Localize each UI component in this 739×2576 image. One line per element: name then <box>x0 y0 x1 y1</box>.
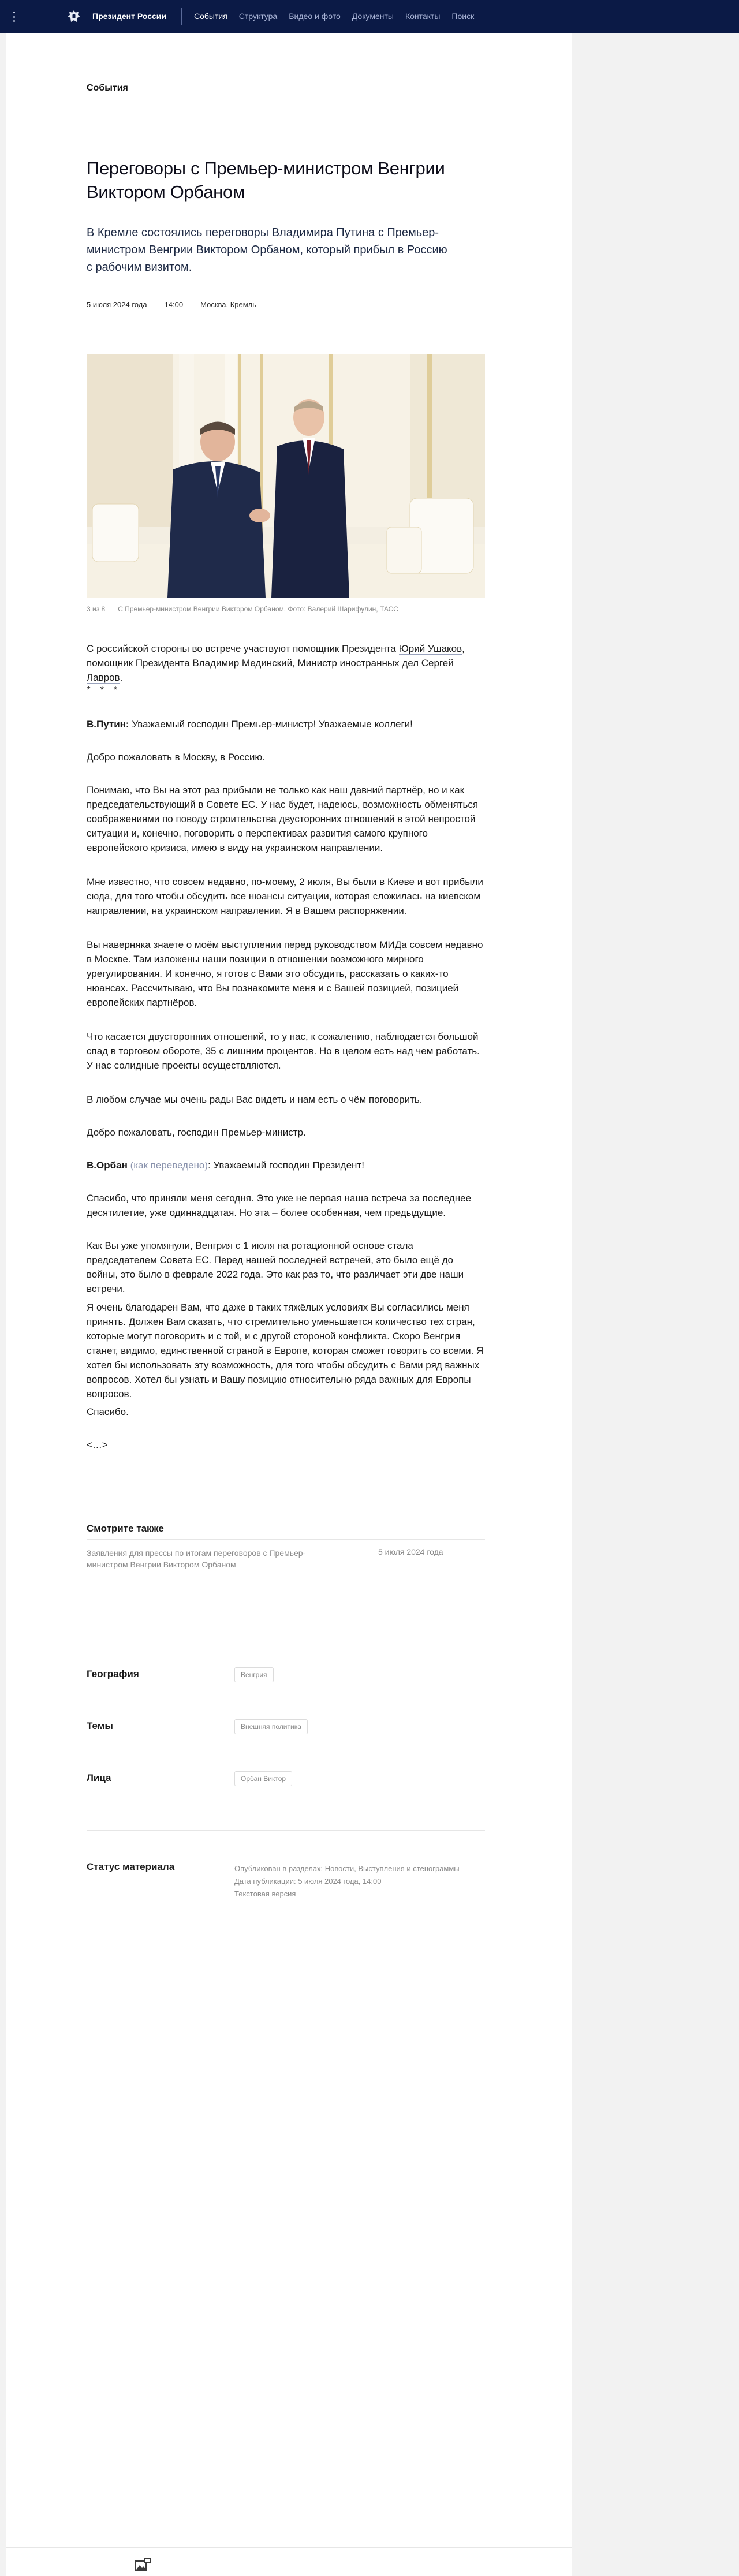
nav-item-structure[interactable]: Структура <box>238 12 278 21</box>
article-photo[interactable] <box>87 354 485 598</box>
footer-divider <box>6 2547 572 2548</box>
photo-caption <box>87 605 398 613</box>
see-also-date: 5 июля 2024 года <box>378 1547 443 1556</box>
nav-item-contacts[interactable]: Контакты <box>405 12 441 21</box>
divider <box>87 1830 485 1831</box>
text-fragment: Уважаемый господин Премьер-министр! Уважаемые коллеги! <box>129 719 413 730</box>
transcript-paragraph: В любом случае мы очень рады Вас видеть и нам есть о чём поговорить. <box>87 1094 423 1105</box>
transcript-paragraph: Спасибо, что приняли меня сегодня. Это уже не первая наша встреча за последнее десятилетие, уже одиннадцатая. Но эта – более особенная, чем предыдущие. <box>87 1193 472 1218</box>
nav-item-documents[interactable]: Документы <box>352 12 394 21</box>
article-date: 5 июля 2024 года <box>87 300 147 309</box>
person-link-ushakov[interactable]: Юрий Ушаков <box>398 643 462 654</box>
nav-item-search[interactable]: Поиск <box>451 12 475 21</box>
transcript-paragraph: Что касается двусторонних отношений, то у нас, к сожалению, наблюдается большой спад в торговом обороте, 35 с лишним процентов. Но в целом есть над чем работать. У нас солидные проекты осуществляются. <box>87 1031 480 1071</box>
article-meta <box>87 300 274 309</box>
text-fragment: Опубликован в разделах: <box>234 1864 325 1873</box>
article-lead: В Кремле состоялись переговоры Владимира Путина с Премьер-министром Венгрии Виктором Орбаном, который прибыл в Россию с рабочим визитом. <box>87 226 447 274</box>
section-link-events[interactable]: События <box>87 83 128 93</box>
text-fragment: . <box>120 672 123 683</box>
speaker-orban: В.Орбан <box>87 1160 128 1171</box>
main-column <box>6 33 572 2576</box>
transcript-paragraph <box>87 1158 485 1173</box>
photo-gallery-icon[interactable] <box>133 2556 152 2574</box>
transcript-paragraph: Добро пожаловать, господин Премьер-министр. <box>87 1127 306 1138</box>
status-sections-line <box>234 1862 460 1875</box>
text-fragment: , <box>354 1864 359 1873</box>
photo-caption-text: С Премьер-министром Венгрии Виктором Орбаном. Фото: Валерий Шарифулин, ТАСС <box>118 605 398 613</box>
translation-note: (как переведено) <box>127 1160 208 1171</box>
see-also-title: Смотрите также <box>87 1523 164 1534</box>
text-fragment: , Министр иностранных дел <box>292 658 421 669</box>
transcript-paragraph: Как Вы уже упомянули, Венгрия с 1 июля на ротационной основе стала председателем Совета ЕС. Перед нашей последней встречей, это было ещё до войны, это было в феврале 2022 года. Это как раз то, что различает эти две наши встречи. <box>87 1240 464 1294</box>
main-nav <box>194 12 474 21</box>
tag-geography[interactable]: Венгрия <box>234 1667 274 1682</box>
nav-item-events[interactable]: События <box>194 12 227 21</box>
persons-label: Лица <box>87 1772 111 1783</box>
separator-stars: * * * <box>87 684 121 695</box>
text-fragment: С российской стороны во встрече участвуют помощник Президента <box>87 643 399 654</box>
text-fragment: : Уважаемый господин Президент! <box>208 1160 364 1171</box>
menu-icon[interactable] <box>12 12 16 22</box>
article-place: Москва, Кремль <box>200 300 257 309</box>
transcript-paragraph: Понимаю, что Вы на этот раз прибыли не только как наш давний партнёр, но и как председательствующий в Совете ЕС. У нас будет, надеюсь, возможность обменяться соображениями по поводу строительства двусторонних отношений в этой непростой ситуации и, конечно, поговорить о перспективах развития самого крупного европейского кризиса, имею в виду на украинском направлении. <box>87 785 479 853</box>
text-fragment: , помощник Президента <box>87 643 465 669</box>
transcript-paragraph: Спасибо. <box>87 1406 129 1417</box>
top-navigation-bar <box>0 0 739 33</box>
photo-counter: 3 из 8 <box>87 605 106 613</box>
publication-date: Дата публикации: 5 июля 2024 года, 14:00 <box>234 1877 382 1886</box>
participants-paragraph <box>87 641 485 685</box>
article-time: 14:00 <box>164 300 184 309</box>
tag-topic[interactable]: Внешняя политика <box>234 1719 308 1734</box>
transcript-paragraph: Добро пожаловать в Москву, в Россию. <box>87 752 265 763</box>
text-version-link[interactable]: Текстовая версия <box>234 1890 296 1898</box>
person-link-medinsky[interactable]: Владимир Мединский <box>192 658 293 669</box>
transcript-paragraph: Мне известно, что совсем недавно, по-моему, 2 июля, Вы были в Киеве и вот прибыли сюда, для того чтобы обсудить все нюансы ситуации, которая сложилась на киевском направлении, на украинском направлении. Я в Вашем распоряжении. <box>87 876 483 916</box>
transcript-paragraph: Я очень благодарен Вам, что даже в таких тяжёлых условиях Вы согласились меня принять. Должен Вам сказать, что стремительно уменьшается количество тех стран, которые могут поговорить и с той, и с другой стороной конфликта. Скоро Венгрия станет, видимо, единственной страной в Европе, которая сможет говорить со всеми. Я хотел бы использовать эту возможность, для того чтобы обсудить с Вами ряд важных вопросов. Хотел бы узнать и Вашу позицию относительно ряда важных для Европы вопросов. <box>87 1302 484 1399</box>
transcript-paragraph: Вы наверняка знаете о моём выступлении перед руководством МИДа совсем недавно в Москве. Там изложены наши позиции в отношении возможного мирного урегулирования. И конечно, я готов с Вами это обсудить, рассказать о каких-то нюансах. Рассчитываю, что Вы познакомите меня и с Вашей позицией, позицией европейских партнёров. <box>87 939 483 1008</box>
see-also-link[interactable]: Заявления для прессы по итогам переговоров с Премьер-министром Венгрии Виктором Орбаном <box>87 1548 306 1569</box>
transcript-paragraph <box>87 717 485 731</box>
status-label: Статус материала <box>87 1861 175 1872</box>
transcript-ellipsis: <…> <box>87 1439 108 1450</box>
page-title: Переговоры с Премьер-министром Венгрии Виктором Орбаном <box>87 158 445 202</box>
divider <box>87 1539 485 1540</box>
tag-person[interactable]: Орбан Виктор <box>234 1771 292 1786</box>
status-section-link-news[interactable]: Новости <box>324 1864 354 1873</box>
speaker-putin: В.Путин: <box>87 719 129 730</box>
status-details <box>234 1862 460 1901</box>
eagle-emblem-icon[interactable] <box>66 9 82 25</box>
person-link-lavrov[interactable]: Сергей Лавров <box>87 658 454 683</box>
meeting-photo-illustration <box>87 354 485 598</box>
geography-label: География <box>87 1668 139 1679</box>
site-name-link[interactable]: Президент России <box>92 12 166 21</box>
nav-item-video-photo[interactable]: Видео и фото <box>289 12 341 21</box>
status-section-link-transcripts[interactable]: Выступления и стенограммы <box>358 1864 460 1873</box>
nav-divider <box>181 8 182 25</box>
topics-label: Темы <box>87 1720 113 1731</box>
